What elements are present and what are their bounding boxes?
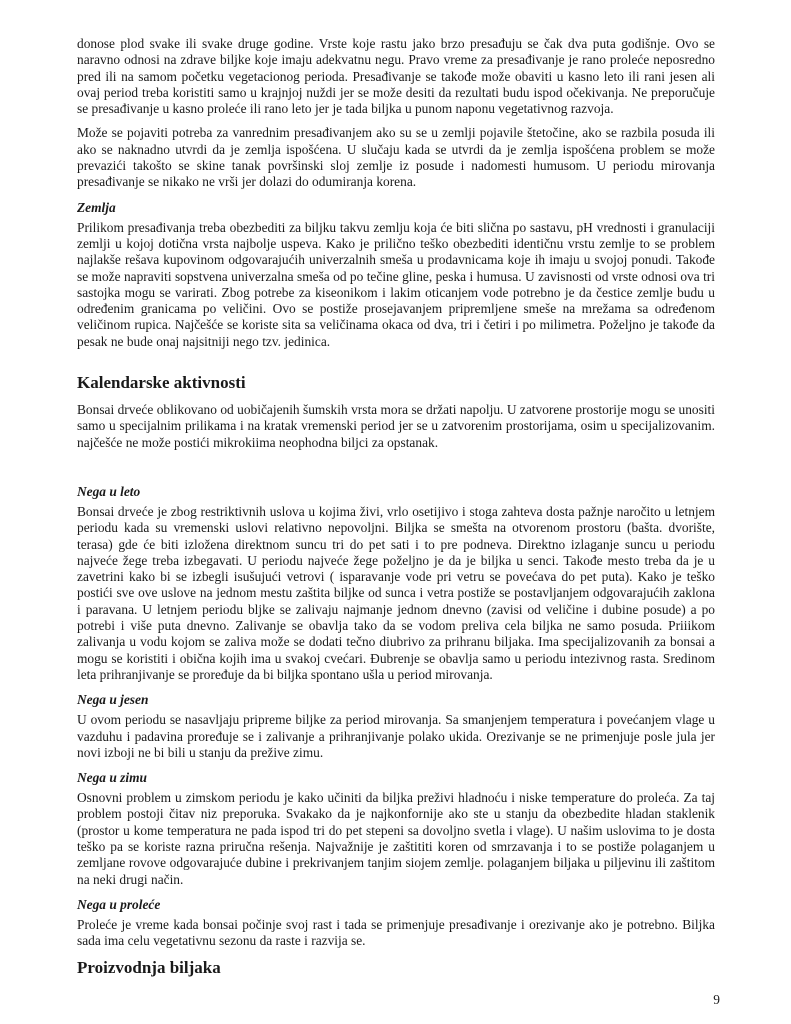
page-number: 9 (713, 992, 720, 1007)
subheading-spring-care: Nega u proleće (77, 896, 161, 912)
paragraph-emergency-transplanting: Može se pojaviti potreba za vanrednim presađivanjem ako su se u zemlji pojavile štetočine, ako se razbila posuda ili ako se naknadno utvrdi da je zemlja ispošćena. U slučaju kada se utvrdi da je zemlja ispošćena problem se može prevazići takošto se skine tanak površinski sloj zemlje iz posude i nadomesti humusom. U periodu mirovanja presađivanje se nikako ne vrši jer dolazi do odumiranja korena. (77, 125, 715, 190)
spacer (77, 358, 715, 372)
subheading-winter-care: Nega u zimu (77, 770, 147, 786)
paragraph-spring-care: Proleće je vreme kada bonsai počinje svoj rast i tada se primenjuje presađivanje i orezivanje ako je potrebno. Biljka sada ima celu vegetativnu sezonu da raste i razvija se. (77, 916, 715, 949)
paragraph-winter-care: Osnovni problem u zimskom periodu je kako učiniti da biljka preživi hladnoću i niske temperature do proleća. Za taj problem postoji čitav niz preporuka. Svakako da je najkonfornije ako ste u stanju da obezbedite hladan staklenik (prostor u kome temperatura ne pada ispod tri do pet stepeni sa dovoljno svetla i vlage). U našim uslovima to je dosta teško pa se koriste razna priručna rešenja. Najvažnije je zaštititi koren od smrzavanja i to se postiže polaganjem u zemljane rovove odgovarajuće dubine i prekrivanjem tanjim siojem zemlje. polaganjem biljaka u piljevinu ili zaštitom na neki drugi način. (77, 790, 715, 887)
paragraph-calendar-intro: Bonsai drveće oblikovano od uobičajenih šumskih vrsta mora se držati napolju. U zatvorene prostorije mogu se unositi samo u specijalnim prilikama i na kratak vremenski period jer se u zatvorenim prostorijama, osim u specijalizovanim. najčešće ne može postići mikrokiima neophodna biljci za opstanak. (77, 402, 715, 450)
subheading-soil: Zemlja (77, 199, 116, 215)
subheading-autumn-care: Nega u jesen (77, 692, 149, 708)
spacer (77, 459, 715, 483)
subheading-summer-care: Nega u leto (77, 483, 141, 499)
page-content (77, 36, 715, 987)
section-heading-plant-production: Proizvodnja biljaka (77, 958, 221, 978)
paragraph-soil: Prilikom presađivanja treba obezbediti za biljku takvu zemlju koja će biti slična po sastavu, pH vrednosti i granulaciji zemlji u kojoj dotična vrsta najbolje uspeva. Kako je prilično teško obezbediti identičnu vrstu zemlje to se problem najlakše rešava kupovinom odgovarajućih univerzalnih smeša u prodavnicama koje ih imaju u svojoj ponudi. Takođe se može napraviti sopstvena univerzalna smeša od po tečine gline, peska i humusa. U zavisnosti od vrste odnosi ova tri sastojka mogu se varirati. Zbog potrebe za kiseonikom i lakim oticanjem vode potrebno je da čestice zemlje budu u određenim granicama po veličini. Ovo se postiže prosejavanjem pripremljene smeše na mrežama sa određenom veličinom rupica. Najčešće se koriste sita sa veličinama okaca od dva, tri i četiri i po milimetra. Poželjno je takođe da pesak ne bude onaj najsitniji nego tzv. jedinica. (77, 219, 715, 349)
paragraph-transplanting-timing: donose plod svake ili svake druge godine. Vrste koje rastu jako brzo presađuju se čak dva puta godišnje. Ovo se naravno odnosi na zdrave biljke koje imaju adekvatnu negu. Pravo vreme za presađivanje je rano proleće neposredno pred ili na samom početku vegetacionog perioda. Presađivanje se takođe može obaviti u kasno leto ili rani jesen ali ovaj period treba koristiti samo u krajnjoj nuždi jer se može desiti da rezultati budu ispod očekivanja. Ne preporučuje se presađivanje u kasno proleće ili rano leto jer je tada biljka u punom naponu vegetativnog razvoja. (77, 36, 715, 117)
paragraph-autumn-care: U ovom periodu se nasavljaju pripreme biljke za period mirovanja. Sa smanjenjem temperatura i povećanjem vlage u vazduhu i padavina proređuje se i zalivanje a prihranjivanje polako ukida. Orezivanje se ne primenjuje posle jula jer novi izboji ne bi bili u stanju da prežive zimu. (77, 712, 715, 760)
section-heading-calendar: Kalendarske aktivnosti (77, 373, 246, 393)
paragraph-summer-care: Bonsai drveće je zbog restriktivnih uslova u kojima živi, vrlo osetijivo i stoga zahteva dosta pažnje naročito u letnjem periodu kada su vremenski uslovi relativno nepovoljni. Biljka se smešta na otvorenom prostoru (bašta. dvorište, terasa) gde će biti izložena direktnom suncu tri do pet sati i to pre podneva. Direktno izlaganje suncu u periodu najveće žege treba izbegavati. U periodu najveće žege poželjno je da je biljka u senci. Takođe mesto treba da je u zavetrini kako bi se izbegli isušujući vetrovi ( isparavanje vode pri vetru se povećava do pet puta). Kako je teško postići sve ove uslove na jednom mestu zaštita biljke od sunca i vetra postiže se postavljanjem odgovarajućih zaklona i paravana. U letnjem periodu bljke se zalivaju najmanje jednom dnevno (zavisi od veličine i dubine posude) a po potrebi i više puta dnevno. Zalivanje se obavlja tako da se vodom preliva cela biljka ne samo posuda. Priiikom zalivanja u vodu kojom se zaliva može se dodati tečno diubrivo za prihranu biljaka. Ima specijalizovanih za bonsai a mogu se koristiti i obična kojih ima u svakoj cvećari. Đubrenje se obavlja samo u periodu intezivnog rasta. Sredinom leta prihranjivanje se proređuje da bi biljka spontano ušla u period mirovanja. (77, 503, 715, 682)
